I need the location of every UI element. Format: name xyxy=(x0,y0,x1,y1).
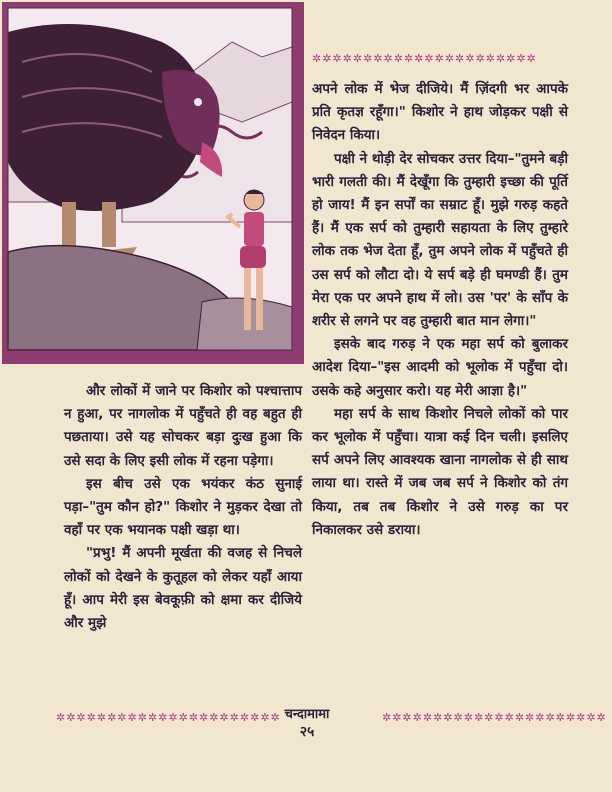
paragraph: इस बीच उसे एक भयंकर कंठ सुनाई पड़ा–"तुम कौन हो?" किशोर ने मुड़कर देखा तो वहाँ पर एक भयानक पक्षी खड़ा था। xyxy=(64,475,302,539)
story-illustration xyxy=(2,2,304,364)
paragraph: और लोकों में जाने पर किशोर को पश्चात्ताप न हुआ, पर नागलोक में पहुँचते ही वह बहुत ही पछताया। उसे यह सोचकर बड़ा दुःख हुआ कि उसे सदा के लिए इसी लोक में रहना पड़ेगा। xyxy=(64,383,302,469)
magazine-title: चन्दामामा xyxy=(284,707,330,722)
right-text-column xyxy=(312,78,568,542)
page-number: २५ xyxy=(299,724,315,740)
decorative-border-top: ✲✲✲✲✲✲✲✲✲✲✲✲✲✲✲✲✲✲✲✲✲✲ xyxy=(312,52,537,65)
eagle-and-boy-illustration xyxy=(2,2,304,364)
paragraph: पक्षी ने थोड़ी देर सोचकर उत्तर दिया–"तुमने बड़ी भारी गलती की। मैं देखूँगा कि तुम्हारी इच्छा की पूर्ति हो जाय! मैं इन सर्पों का सम्राट हूँ। मुझे गरुड़ कहते हैं। मैं एक सर्प को तुम्हारी सहायता के लिए तुम्हारे लोक तक भेज देता हूँ, तुम अपने लोक में पहुँचते ही उस सर्प को लौटा दो। ये सर्प बड़े ही घमण्डी हैं। तुम मेरा एक पर अपने हाथ में लो। उस 'पर' के साँप के शरीर से लगने पर वह तुम्हारी बात मान लेगा।" xyxy=(312,150,568,330)
left-text-column xyxy=(64,380,302,635)
paragraph: अपने लोक में भेज दीजिये। मैं ज़िंदगी भर आपके प्रति कृतज्ञ रहूँगा।" किशोर ने हाथ जोड़कर पक्षी से निवेदन किया। xyxy=(312,81,568,144)
decorative-border-bottom-left: ✲✲✲✲✲✲✲✲✲✲✲✲✲✲✲✲✲✲✲✲✲✲ xyxy=(56,711,281,724)
decorative-border-bottom-right: ✲✲✲✲✲✲✲✲✲✲✲✲✲✲✲✲✲✲✲✲✲✲ xyxy=(382,711,607,724)
paragraph: महा सर्प के साथ किशोर निचले लोकों को पार कर भूलोक में पहुँचा। यात्रा कई दिन चली। इसलिए सर्प अपने लिए आवश्यक खाना नागलोक से ही साथ लाया था। रास्ते में जब जब सर्प ने किशोर को तंग किया, तब तब किशोर ने उसे गरुड़ का पर निकालकर उसे डराया। xyxy=(312,405,568,538)
paragraph: "प्रभु! मैं अपनी मूर्खता की वजह से निचले लोकों को देखने के कुतूहल को लेकर यहाँ आया हूँ। आप मेरी इस बेवकूफ़ी को क्षमा कर दीजिये और मुझे xyxy=(64,545,302,632)
paragraph: इसके बाद गरुड़ ने एक महा सर्प को बुलाकर आदेश दिया–"इस आदमी को भूलोक में पहुँचा दो। उसके कहे अनुसार करो। यह मेरी आज्ञा है।" xyxy=(312,336,568,399)
